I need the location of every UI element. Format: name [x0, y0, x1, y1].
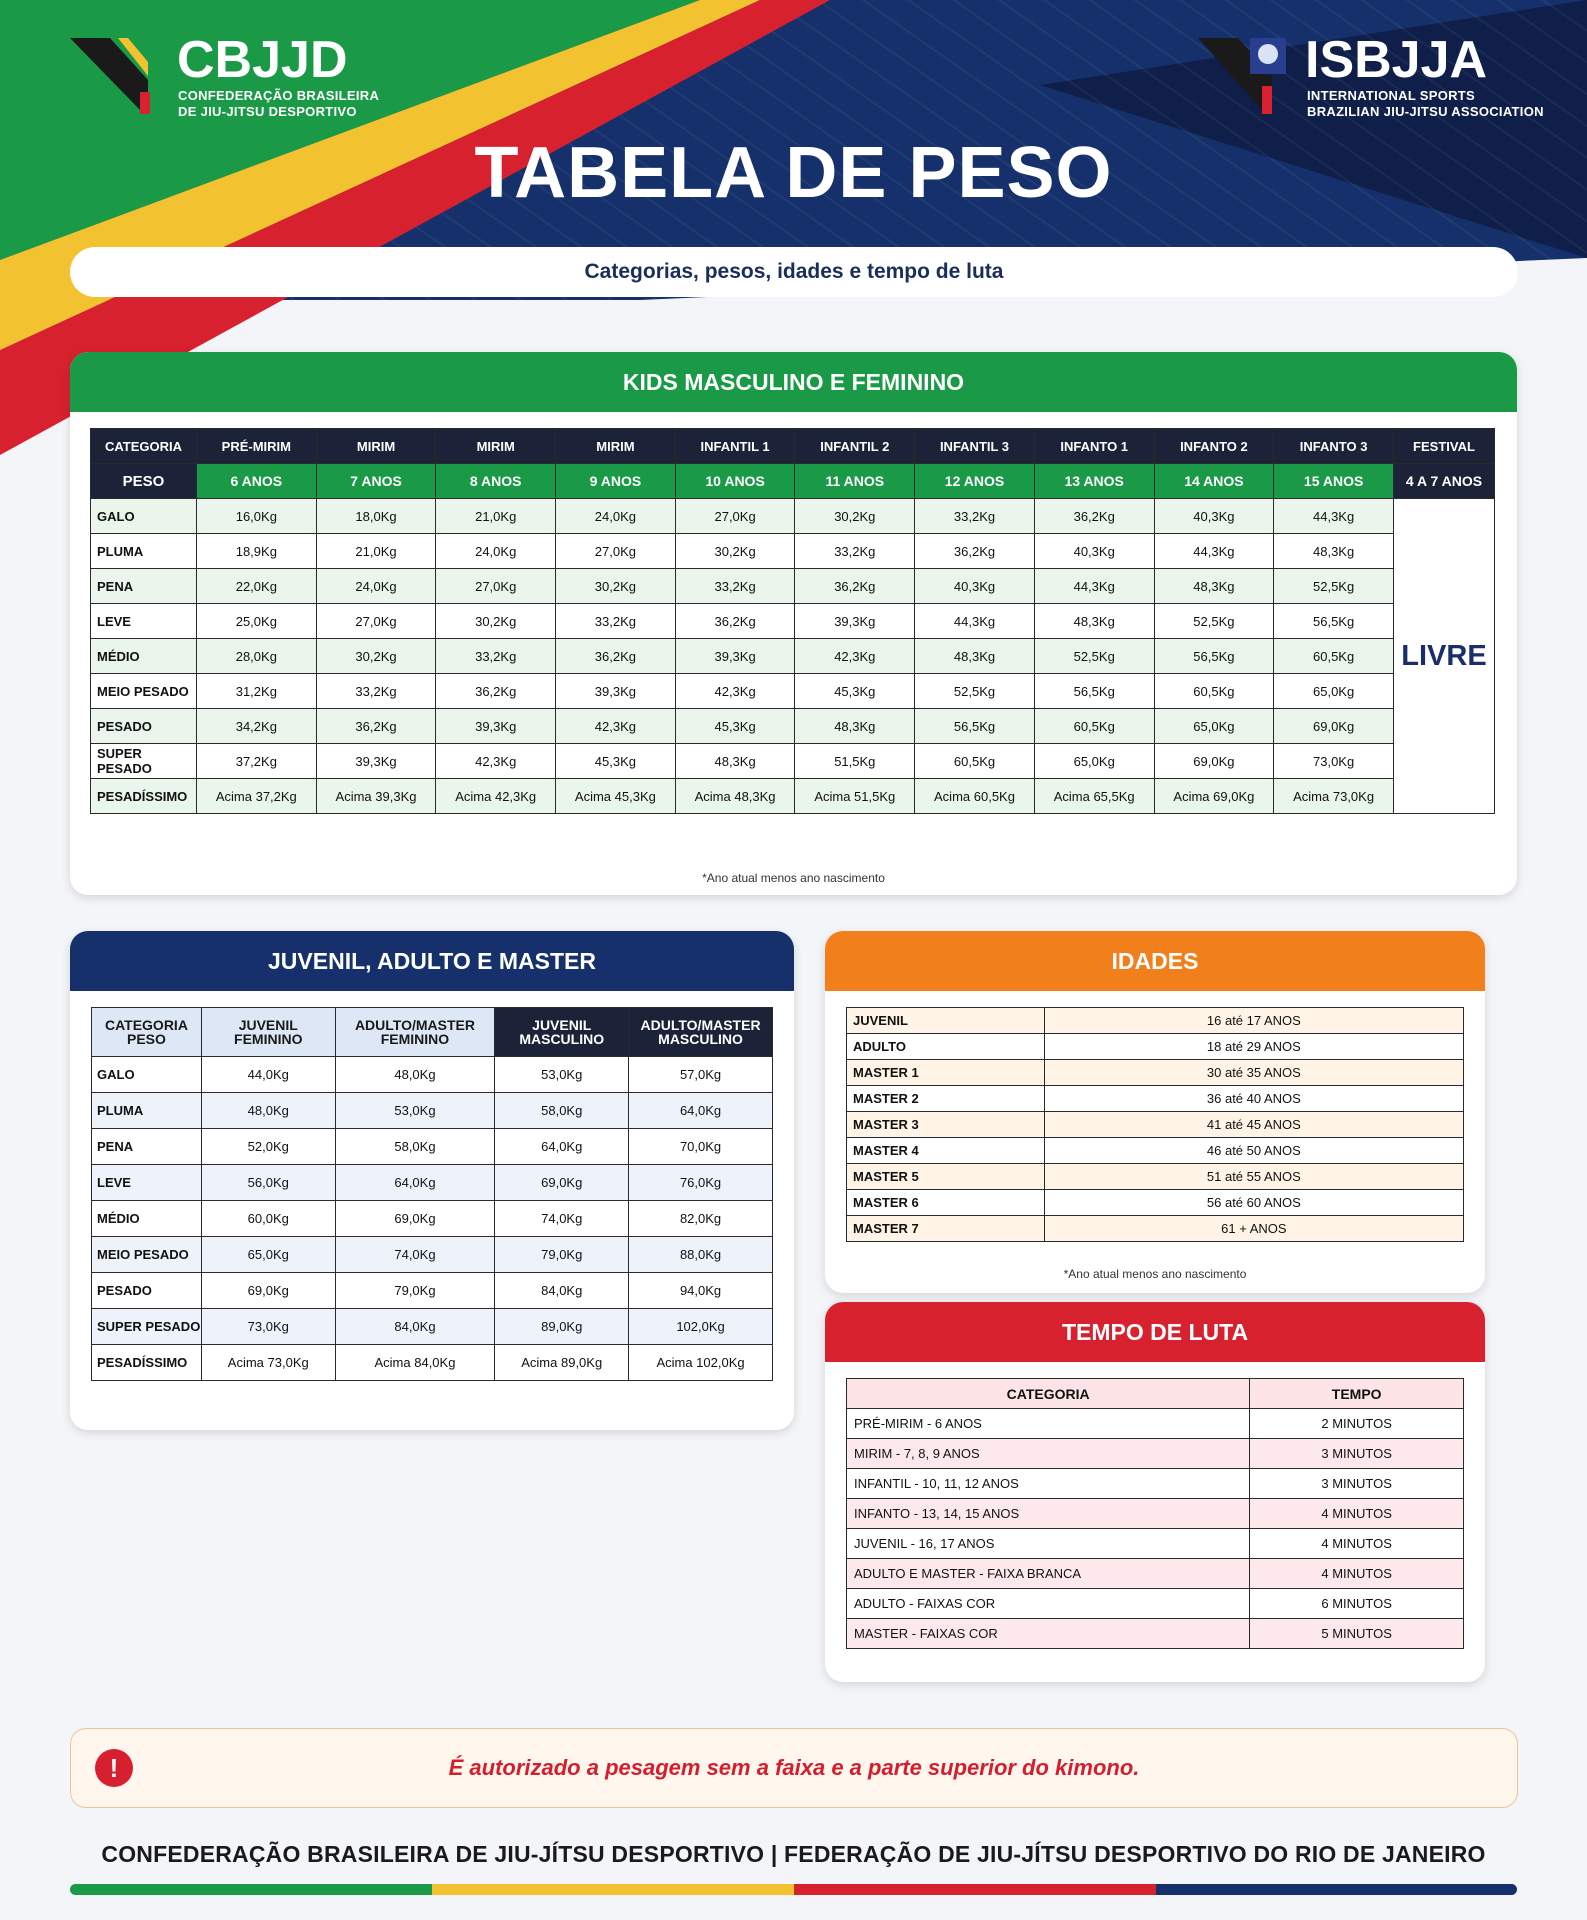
- weight-cell: 82,0Kg: [629, 1201, 773, 1237]
- tempo-card-title: TEMPO DE LUTA: [825, 1302, 1485, 1362]
- weight-class-label: GALO: [91, 499, 197, 534]
- table-row: [847, 1499, 1464, 1529]
- weight-cell: 42,3Kg: [556, 709, 676, 744]
- header-line: PESO: [127, 1031, 166, 1047]
- footer-bar-yellow: [432, 1884, 794, 1895]
- kids-category-header: INFANTO 1: [1034, 429, 1154, 464]
- kids-category-header: INFANTIL 3: [915, 429, 1035, 464]
- weight-cell: 39,3Kg: [795, 604, 915, 639]
- weight-cell: 64,0Kg: [495, 1129, 629, 1165]
- weight-cell: 64,0Kg: [335, 1165, 495, 1201]
- weight-cell: 60,0Kg: [201, 1201, 335, 1237]
- weight-cell: Acima 37,2Kg: [196, 779, 316, 814]
- weight-cell: 58,0Kg: [495, 1093, 629, 1129]
- weight-cell: 48,3Kg: [675, 744, 795, 779]
- weight-cell: 60,5Kg: [1034, 709, 1154, 744]
- table-row: [91, 604, 1495, 639]
- footer-bar-green: [70, 1884, 432, 1895]
- juvenil-column-header: [335, 1008, 495, 1057]
- weight-cell: 30,2Kg: [436, 604, 556, 639]
- table-row: [847, 1190, 1464, 1216]
- fight-time-value: 3 MINUTOS: [1250, 1439, 1464, 1469]
- age-category-label: JUVENIL: [847, 1008, 1045, 1034]
- table-row: [91, 534, 1495, 569]
- age-range-value: 51 até 55 ANOS: [1044, 1164, 1463, 1190]
- weight-cell: Acima 65,5Kg: [1034, 779, 1154, 814]
- weight-cell: 84,0Kg: [495, 1273, 629, 1309]
- weight-cell: 36,2Kg: [795, 569, 915, 604]
- weight-cell: 24,0Kg: [436, 534, 556, 569]
- weight-cell: Acima 42,3Kg: [436, 779, 556, 814]
- fight-category-label: INFANTO - 13, 14, 15 ANOS: [847, 1499, 1250, 1529]
- weight-cell: 30,2Kg: [675, 534, 795, 569]
- weight-cell: Acima 73,0Kg: [1274, 779, 1394, 814]
- isbjja-logo-name: ISBJJA: [1305, 31, 1488, 89]
- cbjjd-logo-subtitle: [178, 88, 379, 120]
- header-line: ADULTO/MASTER: [354, 1017, 475, 1033]
- weight-cell: 45,3Kg: [556, 744, 676, 779]
- weight-cell: 33,2Kg: [675, 569, 795, 604]
- weight-cell: 22,0Kg: [196, 569, 316, 604]
- fight-time-value: 4 MINUTOS: [1250, 1499, 1464, 1529]
- isbjja-subtitle-line2: BRAZILIAN JIU-JITSU ASSOCIATION: [1307, 104, 1544, 119]
- weight-cell: 60,5Kg: [1274, 639, 1394, 674]
- weight-cell: 25,0Kg: [196, 604, 316, 639]
- weight-cell: 48,0Kg: [335, 1057, 495, 1093]
- table-row: [91, 639, 1495, 674]
- weight-cell: 28,0Kg: [196, 639, 316, 674]
- weight-cell: 30,2Kg: [556, 569, 676, 604]
- weight-cell: 65,0Kg: [201, 1237, 335, 1273]
- weight-class-label: SUPER PESADO: [91, 744, 197, 779]
- age-range-value: 18 até 29 ANOS: [1044, 1034, 1463, 1060]
- weight-cell: 48,0Kg: [201, 1093, 335, 1129]
- table-row: [92, 1201, 773, 1237]
- weight-cell: 44,3Kg: [915, 604, 1035, 639]
- weight-class-label: PLUMA: [92, 1093, 202, 1129]
- fight-category-label: ADULTO - FAIXAS COR: [847, 1589, 1250, 1619]
- weight-cell: Acima 60,5Kg: [915, 779, 1035, 814]
- weight-cell: Acima 84,0Kg: [335, 1345, 495, 1381]
- weight-class-label: MÉDIO: [91, 639, 197, 674]
- weight-cell: Acima 45,3Kg: [556, 779, 676, 814]
- weight-cell: 52,5Kg: [1274, 569, 1394, 604]
- weight-class-label: LEVE: [91, 604, 197, 639]
- weight-cell: 42,3Kg: [436, 744, 556, 779]
- weight-cell: 74,0Kg: [335, 1237, 495, 1273]
- weight-cell: 52,5Kg: [915, 674, 1035, 709]
- kids-category-header: PRÉ-MIRIM: [196, 429, 316, 464]
- kids-card-title: KIDS MASCULINO E FEMININO: [70, 352, 1517, 412]
- table-row: [847, 1086, 1464, 1112]
- footer-bar-navy: [1156, 1884, 1517, 1895]
- header-line: MASCULINO: [658, 1031, 743, 1047]
- weight-cell: 33,2Kg: [316, 674, 436, 709]
- age-range-value: 46 até 50 ANOS: [1044, 1138, 1463, 1164]
- weight-cell: 56,0Kg: [201, 1165, 335, 1201]
- weight-class-label: GALO: [92, 1057, 202, 1093]
- weight-cell: 39,3Kg: [675, 639, 795, 674]
- juvenil-column-header: [495, 1008, 629, 1057]
- table-row: [92, 1093, 773, 1129]
- kids-header-categoria: CATEGORIA: [91, 429, 197, 464]
- weight-cell: 73,0Kg: [1274, 744, 1394, 779]
- age-range-value: 36 até 40 ANOS: [1044, 1086, 1463, 1112]
- weight-cell: 69,0Kg: [201, 1273, 335, 1309]
- weight-cell: 44,3Kg: [1154, 534, 1274, 569]
- table-row: [847, 1559, 1464, 1589]
- kids-category-header: INFANTO 3: [1274, 429, 1394, 464]
- kids-note: *Ano atual menos ano nascimento: [702, 871, 885, 885]
- weight-cell: 45,3Kg: [795, 674, 915, 709]
- idades-table: [846, 1007, 1464, 1242]
- weight-cell: 51,5Kg: [795, 744, 915, 779]
- weight-cell: 76,0Kg: [629, 1165, 773, 1201]
- weight-cell: 65,0Kg: [1154, 709, 1274, 744]
- weight-class-label: MÉDIO: [92, 1201, 202, 1237]
- page-title: TABELA DE PESO: [474, 133, 1113, 213]
- weight-cell: 60,5Kg: [915, 744, 1035, 779]
- idades-card: [825, 931, 1485, 1293]
- cbjjd-subtitle-line2: DE JIU-JITSU DESPORTIVO: [178, 104, 357, 119]
- weight-cell: 40,3Kg: [1154, 499, 1274, 534]
- weight-cell: 88,0Kg: [629, 1237, 773, 1273]
- table-row: [91, 744, 1495, 779]
- weight-cell: 73,0Kg: [201, 1309, 335, 1345]
- weight-cell: 94,0Kg: [629, 1273, 773, 1309]
- weight-class-label: MEIO PESADO: [92, 1237, 202, 1273]
- isbjja-logo-subtitle: [1307, 88, 1544, 120]
- weight-cell: Acima 48,3Kg: [675, 779, 795, 814]
- weight-cell: 21,0Kg: [316, 534, 436, 569]
- weight-cell: 44,3Kg: [1034, 569, 1154, 604]
- weight-class-label: PESADO: [91, 709, 197, 744]
- kids-category-header: MIRIM: [556, 429, 676, 464]
- weight-cell: 56,5Kg: [915, 709, 1035, 744]
- weight-class-label: LEVE: [92, 1165, 202, 1201]
- header-line: FEMININO: [234, 1031, 303, 1047]
- weight-cell: 33,2Kg: [556, 604, 676, 639]
- age-category-label: MASTER 7: [847, 1216, 1045, 1242]
- kids-category-header: INFANTO 2: [1154, 429, 1274, 464]
- table-row: [847, 1138, 1464, 1164]
- age-range-value: 16 até 17 ANOS: [1044, 1008, 1463, 1034]
- weight-cell: 36,2Kg: [436, 674, 556, 709]
- kids-age-header: 10 ANOS: [675, 464, 795, 499]
- table-row: [92, 1345, 773, 1381]
- table-row: [847, 1034, 1464, 1060]
- table-row: [847, 1439, 1464, 1469]
- kids-festival-age: 4 A 7 ANOS: [1393, 464, 1494, 499]
- weight-cell: 27,0Kg: [675, 499, 795, 534]
- table-row: [847, 1164, 1464, 1190]
- page-subtitle: Categorias, pesos, idades e tempo de luta: [70, 247, 1518, 297]
- weight-cell: 52,0Kg: [201, 1129, 335, 1165]
- weight-cell: 18,0Kg: [316, 499, 436, 534]
- tempo-header-categoria: CATEGORIA: [847, 1379, 1250, 1409]
- juvenil-column-header: [92, 1008, 202, 1057]
- header-line: FEMININO: [380, 1031, 450, 1047]
- table-row: [847, 1529, 1464, 1559]
- weight-cell: 27,0Kg: [556, 534, 676, 569]
- weight-cell: 57,0Kg: [629, 1057, 773, 1093]
- weight-cell: 102,0Kg: [629, 1309, 773, 1345]
- weight-cell: Acima 39,3Kg: [316, 779, 436, 814]
- age-category-label: MASTER 3: [847, 1112, 1045, 1138]
- header-line: JUVENIL: [532, 1017, 592, 1033]
- weight-cell: 53,0Kg: [495, 1057, 629, 1093]
- weight-cell: 69,0Kg: [1274, 709, 1394, 744]
- weight-class-label: PLUMA: [91, 534, 197, 569]
- weight-cell: 58,0Kg: [335, 1129, 495, 1165]
- age-range-value: 61 + ANOS: [1044, 1216, 1463, 1242]
- weight-cell: 65,0Kg: [1274, 674, 1394, 709]
- kids-age-header: 11 ANOS: [795, 464, 915, 499]
- kids-category-header: MIRIM: [436, 429, 556, 464]
- fight-category-label: INFANTIL - 10, 11, 12 ANOS: [847, 1469, 1250, 1499]
- age-category-label: MASTER 4: [847, 1138, 1045, 1164]
- table-row: [92, 1057, 773, 1093]
- table-row: [92, 1273, 773, 1309]
- weight-cell: 56,5Kg: [1154, 639, 1274, 674]
- weight-cell: 40,3Kg: [1034, 534, 1154, 569]
- weight-cell: 40,3Kg: [915, 569, 1035, 604]
- weight-cell: 30,2Kg: [316, 639, 436, 674]
- weight-cell: Acima 102,0Kg: [629, 1345, 773, 1381]
- weight-cell: 60,5Kg: [1154, 674, 1274, 709]
- weight-cell: 79,0Kg: [335, 1273, 495, 1309]
- weight-cell: 52,5Kg: [1034, 639, 1154, 674]
- juvenil-column-header: [201, 1008, 335, 1057]
- tempo-card: [825, 1302, 1485, 1682]
- kids-age-header: 12 ANOS: [915, 464, 1035, 499]
- weight-cell: 70,0Kg: [629, 1129, 773, 1165]
- header-line: CATEGORIA: [104, 1017, 188, 1033]
- weight-cell: 56,5Kg: [1034, 674, 1154, 709]
- idades-note: *Ano atual menos ano nascimento: [1063, 1267, 1247, 1281]
- table-row: [91, 674, 1495, 709]
- fight-category-label: ADULTO E MASTER - FAIXA BRANCA: [847, 1559, 1250, 1589]
- table-row: [847, 1008, 1464, 1034]
- weight-cell: 79,0Kg: [495, 1237, 629, 1273]
- warning-text: É autorizado a pesagem sem a faixa e a parte superior do kimono.: [448, 1755, 1140, 1780]
- fight-category-label: PRÉ-MIRIM - 6 ANOS: [847, 1409, 1250, 1439]
- weight-cell: 53,0Kg: [335, 1093, 495, 1129]
- kids-card: [70, 352, 1517, 895]
- weight-cell: Acima 89,0Kg: [495, 1345, 629, 1381]
- weight-cell: 48,3Kg: [1274, 534, 1394, 569]
- weight-cell: 33,2Kg: [795, 534, 915, 569]
- exclamation-icon: !: [95, 1749, 133, 1787]
- weight-cell: 33,2Kg: [436, 639, 556, 674]
- kids-category-header: INFANTIL 2: [795, 429, 915, 464]
- table-row: [847, 1469, 1464, 1499]
- weight-cell: 89,0Kg: [495, 1309, 629, 1345]
- weight-cell: 27,0Kg: [316, 604, 436, 639]
- weight-cell: 69,0Kg: [495, 1165, 629, 1201]
- festival-livre: LIVRE: [1393, 499, 1494, 814]
- weight-cell: 64,0Kg: [629, 1093, 773, 1129]
- footer-text: CONFEDERAÇÃO BRASILEIRA DE JIU-JÍTSU DESPORTIVO | FEDERAÇÃO DE JIU-JÍTSU DESPORTIVO DO RIO DE JANEIRO: [101, 1841, 1486, 1867]
- footer-bar-red: [794, 1884, 1156, 1895]
- kids-weight-table: [90, 428, 1495, 814]
- fight-time-value: 3 MINUTOS: [1250, 1469, 1464, 1499]
- kids-age-header: 13 ANOS: [1034, 464, 1154, 499]
- kids-festival-header: FESTIVAL: [1393, 429, 1494, 464]
- fight-time-value: 6 MINUTOS: [1250, 1589, 1464, 1619]
- weight-class-label: PENA: [91, 569, 197, 604]
- table-row: [91, 709, 1495, 744]
- weight-cell: 44,0Kg: [201, 1057, 335, 1093]
- weight-class-label: PESADÍSSIMO: [91, 779, 197, 814]
- weight-cell: 45,3Kg: [675, 709, 795, 744]
- weight-cell: 56,5Kg: [1274, 604, 1394, 639]
- table-row: [847, 1216, 1464, 1242]
- weight-class-label: PENA: [92, 1129, 202, 1165]
- fight-time-value: 4 MINUTOS: [1250, 1529, 1464, 1559]
- age-range-value: 56 até 60 ANOS: [1044, 1190, 1463, 1216]
- weight-cell: 48,3Kg: [1154, 569, 1274, 604]
- weight-cell: 16,0Kg: [196, 499, 316, 534]
- isbjja-subtitle-line1: INTERNATIONAL SPORTS: [1307, 88, 1476, 103]
- table-row: [92, 1129, 773, 1165]
- weight-cell: 27,0Kg: [436, 569, 556, 604]
- kids-header-peso: PESO: [91, 464, 197, 499]
- weight-cell: 33,2Kg: [915, 499, 1035, 534]
- table-row: [92, 1165, 773, 1201]
- warning-banner: [70, 1728, 1518, 1808]
- weight-cell: 36,2Kg: [556, 639, 676, 674]
- cbjjd-subtitle-line1: CONFEDERAÇÃO BRASILEIRA: [178, 88, 380, 103]
- weight-cell: 48,3Kg: [795, 709, 915, 744]
- weight-cell: 36,2Kg: [316, 709, 436, 744]
- weight-cell: 39,3Kg: [436, 709, 556, 744]
- weight-cell: 52,5Kg: [1154, 604, 1274, 639]
- weight-cell: 48,3Kg: [1034, 604, 1154, 639]
- kids-age-header: 6 ANOS: [196, 464, 316, 499]
- weight-cell: 36,2Kg: [1034, 499, 1154, 534]
- weight-cell: 30,2Kg: [795, 499, 915, 534]
- table-row: [847, 1619, 1464, 1649]
- idades-card-title: IDADES: [825, 931, 1485, 991]
- weight-cell: 31,2Kg: [196, 674, 316, 709]
- fight-time-value: 4 MINUTOS: [1250, 1559, 1464, 1589]
- table-row: [91, 569, 1495, 604]
- weight-cell: 37,2Kg: [196, 744, 316, 779]
- fight-category-label: JUVENIL - 16, 17 ANOS: [847, 1529, 1250, 1559]
- fight-time-value: 5 MINUTOS: [1250, 1619, 1464, 1649]
- tempo-header-tempo: TEMPO: [1250, 1379, 1464, 1409]
- weight-cell: Acima 69,0Kg: [1154, 779, 1274, 814]
- weight-cell: 69,0Kg: [335, 1201, 495, 1237]
- table-row: [92, 1237, 773, 1273]
- table-row: [91, 779, 1495, 814]
- weight-class-label: SUPER PESADO: [92, 1309, 202, 1345]
- weight-cell: 24,0Kg: [556, 499, 676, 534]
- weight-cell: 18,9Kg: [196, 534, 316, 569]
- weight-cell: 42,3Kg: [795, 639, 915, 674]
- kids-age-header: 7 ANOS: [316, 464, 436, 499]
- weight-cell: 36,2Kg: [675, 604, 795, 639]
- weight-cell: 44,3Kg: [1274, 499, 1394, 534]
- kids-category-header: INFANTIL 1: [675, 429, 795, 464]
- kids-category-header: MIRIM: [316, 429, 436, 464]
- header-line: JUVENIL: [238, 1017, 298, 1033]
- age-category-label: ADULTO: [847, 1034, 1045, 1060]
- header-line: ADULTO/MASTER: [640, 1017, 761, 1033]
- weight-cell: Acima 51,5Kg: [795, 779, 915, 814]
- weight-cell: 36,2Kg: [915, 534, 1035, 569]
- kids-age-header: 15 ANOS: [1274, 464, 1394, 499]
- weight-cell: 84,0Kg: [335, 1309, 495, 1345]
- weight-class-label: PESADO: [92, 1273, 202, 1309]
- age-category-label: MASTER 5: [847, 1164, 1045, 1190]
- age-category-label: MASTER 1: [847, 1060, 1045, 1086]
- age-category-label: MASTER 6: [847, 1190, 1045, 1216]
- weight-cell: 24,0Kg: [316, 569, 436, 604]
- weight-class-label: PESADÍSSIMO: [92, 1345, 202, 1381]
- weight-cell: 21,0Kg: [436, 499, 556, 534]
- age-category-label: MASTER 2: [847, 1086, 1045, 1112]
- weight-class-label: MEIO PESADO: [91, 674, 197, 709]
- weight-cell: 39,3Kg: [316, 744, 436, 779]
- weight-cell: 65,0Kg: [1034, 744, 1154, 779]
- age-range-value: 30 até 35 ANOS: [1044, 1060, 1463, 1086]
- age-range-value: 41 até 45 ANOS: [1044, 1112, 1463, 1138]
- table-row: [847, 1409, 1464, 1439]
- kids-age-header: 8 ANOS: [436, 464, 556, 499]
- tempo-table: [846, 1378, 1464, 1649]
- weight-cell: 42,3Kg: [675, 674, 795, 709]
- juvenil-column-header: [629, 1008, 773, 1057]
- table-row: [91, 499, 1495, 534]
- table-row: [847, 1112, 1464, 1138]
- kids-age-header: 14 ANOS: [1154, 464, 1274, 499]
- kids-age-header: 9 ANOS: [556, 464, 676, 499]
- table-row: [847, 1060, 1464, 1086]
- juvenil-card-title: JUVENIL, ADULTO E MASTER: [70, 931, 794, 991]
- table-row: [847, 1589, 1464, 1619]
- fight-time-value: 2 MINUTOS: [1250, 1409, 1464, 1439]
- header-line: MASCULINO: [519, 1031, 605, 1047]
- table-row: [92, 1309, 773, 1345]
- weight-cell: 48,3Kg: [915, 639, 1035, 674]
- fight-category-label: MASTER - FAIXAS COR: [847, 1619, 1250, 1649]
- cbjjd-logo-name: CBJJD: [177, 31, 348, 89]
- weight-cell: 34,2Kg: [196, 709, 316, 744]
- weight-cell: 69,0Kg: [1154, 744, 1274, 779]
- weight-cell: 39,3Kg: [556, 674, 676, 709]
- weight-cell: 74,0Kg: [495, 1201, 629, 1237]
- weight-cell: Acima 73,0Kg: [201, 1345, 335, 1381]
- juvenil-card: [70, 931, 794, 1430]
- fight-category-label: MIRIM - 7, 8, 9 ANOS: [847, 1439, 1250, 1469]
- juvenil-weight-table: [91, 1007, 773, 1381]
